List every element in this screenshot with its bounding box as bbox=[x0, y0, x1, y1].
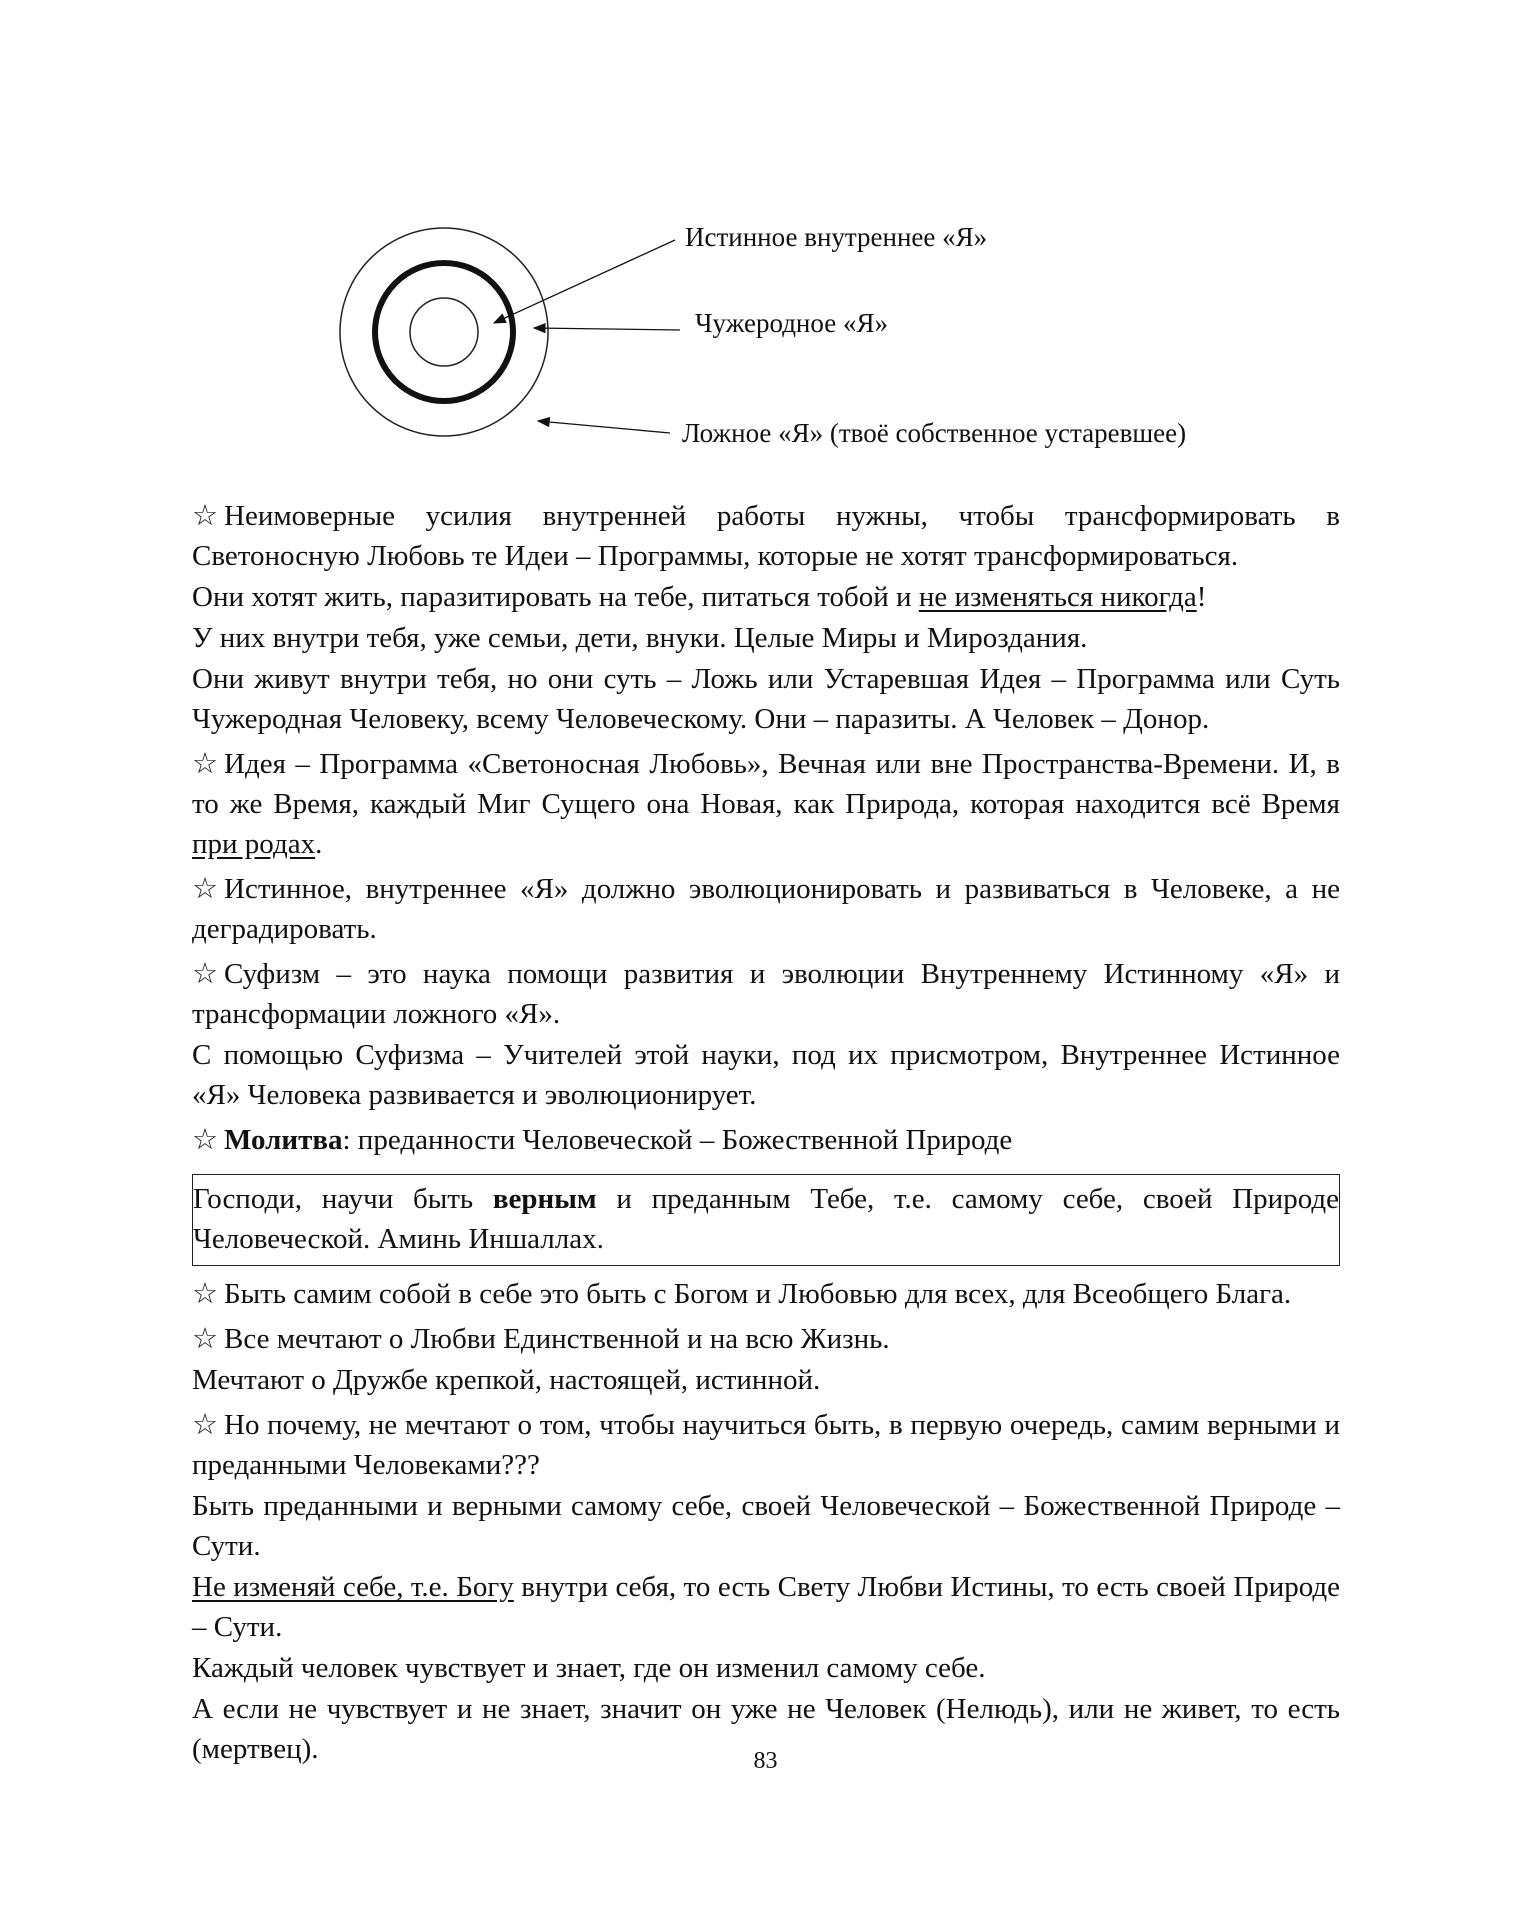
paragraph: С помощью Суфизма – Учителей этой науки, под их присмотром, Внутреннее Истинное «Я» Человека развивается и эволюционирует. bbox=[192, 1039, 1340, 1111]
star-icon: ☆ bbox=[192, 748, 218, 780]
body-text bbox=[192, 496, 1340, 1770]
arrow-false-self bbox=[538, 421, 670, 433]
paragraph: ☆ Истинное, внутреннее «Я» должно эволюционировать и развиваться в Человеке, а не деградировать. bbox=[192, 869, 1340, 949]
paragraph: ☆ Неимоверные усилия внутренней работы нужны, чтобы трансформировать в Светоносную Любовь те Идеи – Программы, которые не хотят трансформироваться. bbox=[192, 496, 1340, 576]
paragraph: ☆ Все мечтают о Любви Единственной и на всю Жизнь. bbox=[192, 1319, 1340, 1359]
paragraph: ☆ Быть самим собой в себе это быть с Богом и Любовью для всех, для Всеобщего Блага. bbox=[192, 1274, 1340, 1314]
paragraph: Быть преданными и верными самому себе, своей Человеческой – Божественной Природе – Сути. bbox=[192, 1490, 1340, 1562]
label-true-self: Истинное внутреннее «Я» bbox=[685, 222, 988, 252]
paragraph: ☆ Молитва: преданности Человеческой – Божественной Природе bbox=[192, 1120, 1340, 1160]
paragraph: Не изменяй себе, т.е. Богу внутри себя, то есть Свету Любви Истины, то есть своей Природе – Сути. bbox=[192, 1571, 1341, 1643]
label-alien-self: Чужеродное «Я» bbox=[695, 308, 888, 338]
paragraph: ☆ Идея – Программа «Светоносная Любовь», Вечная или вне Пространства-Времени. И, в то же Время, каждый Миг Сущего она Новая, как Природа, которая находится всё Время при родах. bbox=[192, 744, 1340, 864]
star-icon: ☆ bbox=[192, 1323, 218, 1355]
paragraph: Каждый человек чувствует и знает, где он изменил самому себе. bbox=[192, 1652, 986, 1684]
paragraph: Мечтают о Дружбе крепкой, настоящей, истинной. bbox=[192, 1364, 821, 1396]
outer-circle bbox=[340, 228, 548, 436]
star-icon: ☆ bbox=[192, 500, 218, 532]
paragraph: А если не чувствует и не знает, значит он уже не Человек (Нелюдь), или не живет, то есть (мертвец). bbox=[192, 1693, 1340, 1765]
paragraph: ☆ Суфизм – это наука помощи развития и эволюции Внутреннему Истинному «Я» и трансформации ложного «Я». bbox=[192, 954, 1340, 1034]
star-icon: ☆ bbox=[192, 958, 218, 990]
star-icon: ☆ bbox=[192, 1409, 218, 1441]
middle-circle bbox=[375, 263, 513, 401]
prayer-box: Господи, научи быть верным и преданным Тебе, т.е. самому себе, своей Природе Человеческой. Аминь Иншаллах. bbox=[192, 1174, 1340, 1266]
arrow-true-self bbox=[494, 240, 675, 323]
paragraph: Они живут внутри тебя, но они суть – Ложь или Устаревшая Идея – Программа или Суть Чужеродная Человеку, всему Человеческому. Они – паразиты. А Человек – Донор. bbox=[192, 663, 1340, 735]
self-diagram bbox=[330, 200, 1230, 470]
arrow-alien-self bbox=[534, 328, 680, 330]
star-icon: ☆ bbox=[192, 1278, 218, 1310]
paragraph: Они хотят жить, паразитировать на тебе, питаться тобой и не изменяться никогда! bbox=[192, 581, 1207, 613]
paragraph: ☆ Но почему, не мечтают о том, чтобы научиться быть, в первую очередь, самим верными и преданными Человеками??? bbox=[192, 1405, 1340, 1485]
inner-circle bbox=[410, 298, 478, 366]
star-icon: ☆ bbox=[192, 1124, 218, 1156]
label-false-self: Ложное «Я» (твоё собственное устаревшее) bbox=[682, 418, 1187, 448]
star-icon: ☆ bbox=[192, 873, 218, 905]
page-number: 83 bbox=[753, 1748, 778, 1774]
paragraph: У них внутри тебя, уже семьи, дети, внуки. Целые Миры и Мироздания. bbox=[192, 622, 1088, 654]
